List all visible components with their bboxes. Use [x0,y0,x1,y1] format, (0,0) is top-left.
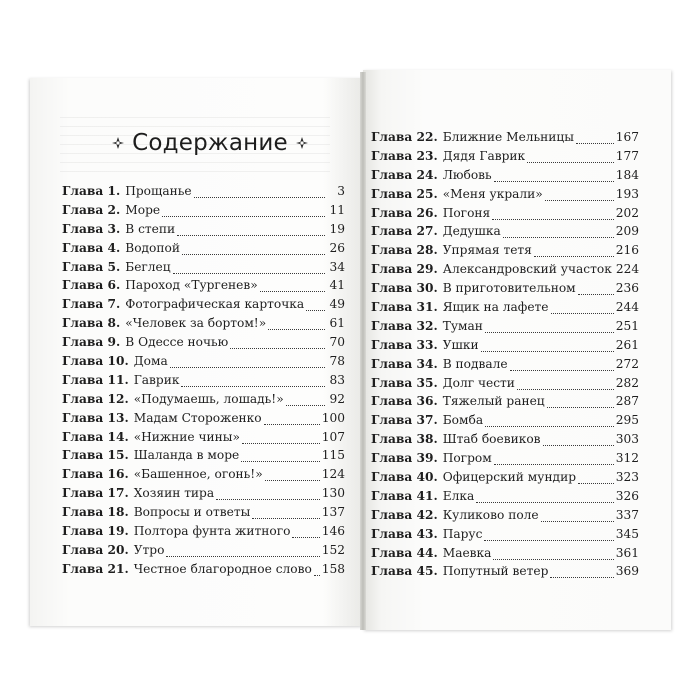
toc-entry [371,300,639,319]
dot-leader [578,483,614,484]
chapter-number: Глава 13. [62,410,129,425]
chapter-title: Туман [442,318,483,333]
chapter-title: Ушки [442,337,479,352]
toc-entry [62,524,345,543]
page-number: 83 [329,372,345,387]
page-number: 209 [615,224,639,239]
chapter-title: Упрямая тетя [442,243,532,258]
chapter-title: Честное благородное слово [133,561,312,576]
toc-entry [371,224,639,243]
page-number: 158 [321,561,345,576]
toc-entry [62,184,345,203]
chapter-title: Попутный ветер [442,564,549,579]
toc-entry [371,470,639,489]
chapter-title: Море [125,202,161,217]
dot-leader [534,256,614,257]
dot-leader [578,294,614,295]
dot-leader [252,518,319,519]
chapter-title: Тяжелый ранец [442,394,545,409]
chapter-number: Глава 12. [62,391,129,406]
chapter-number: Глава 22. [371,130,438,144]
chapter-title: Бомба [442,413,484,428]
toc-entry [62,241,345,260]
fleuron-icon [110,135,126,151]
dot-leader [485,332,614,333]
page-number: 244 [615,300,639,315]
chapter-number: Глава 44. [371,545,438,560]
page-number: 26 [329,240,345,255]
chapter-title: Александровский участок [442,262,612,277]
page-number: 251 [615,318,639,333]
chapter-number: Глава 24. [371,167,438,182]
fleuron-icon [294,135,310,151]
page-number: 70 [329,335,345,350]
page-number: 224 [615,262,640,277]
page-number: 167 [615,130,639,144]
dot-leader [230,348,325,349]
toc-right-column [371,130,639,583]
chapter-number: Глава 27. [371,224,438,239]
dot-leader [265,480,320,481]
toc-entry [62,467,345,486]
chapter-number: Глава 45. [371,564,438,579]
dot-leader [541,521,614,522]
toc-entry [371,319,639,338]
chapter-number: Глава 10. [62,354,129,369]
page-number: 49 [329,297,345,312]
dot-leader [264,424,320,425]
chapter-title: Любовь [442,167,492,182]
chapter-number: Глава 30. [371,281,438,296]
toc-entry [371,149,639,168]
page-number: 295 [615,413,639,428]
dot-leader [576,143,614,144]
toc-entry [62,354,345,373]
toc-entry [371,564,639,583]
page-title: Содержание [132,130,288,156]
chapter-title: Долг чести [442,375,515,390]
toc-entry [62,392,345,411]
page-number: 34 [329,259,345,274]
page-number: 184 [615,167,639,182]
chapter-number: Глава 40. [371,470,438,485]
toc-entry [371,432,639,451]
toc-entry [371,508,639,527]
toc-entry [371,527,639,546]
chapter-title: «Подумаешь, лошадь!» [133,391,284,406]
page-number: 236 [615,281,639,296]
book-gutter [360,72,366,630]
page-number: 177 [615,148,639,163]
toc-entry [62,278,345,297]
chapter-title: Прощанье [125,184,192,198]
toc-entry [371,394,639,413]
page-number: 216 [615,243,639,258]
chapter-title: Водопой [125,240,180,255]
dot-leader [194,197,325,198]
dot-leader [494,464,614,465]
chapter-number: Глава 32. [371,318,438,333]
chapter-title: В степи [125,221,176,236]
chapter-title: Штаб боевиков [442,432,541,447]
chapter-title: Пароход «Тургенев» [125,278,258,293]
toc-entry [371,357,639,376]
chapter-title: Куликово поле [442,507,539,522]
page-number: 312 [615,451,639,466]
toc-entry [371,376,639,395]
dot-leader [260,291,325,292]
dot-leader [510,370,614,371]
page-number: 303 [615,432,639,447]
dot-leader [543,445,614,446]
toc-entry [62,316,345,335]
dot-leader [177,235,325,236]
toc-entry [62,430,345,449]
chapter-number: Глава 43. [371,526,438,541]
dot-leader [268,329,325,330]
chapter-title: «Человек за бортом!» [125,316,267,331]
chapter-number: Глава 20. [62,542,129,557]
dot-leader [545,200,614,201]
toc-entry [62,505,345,524]
chapter-title: Шаланда в море [133,448,240,463]
toc-entry [371,168,639,187]
chapter-title: В приготовительном [442,281,576,296]
chapter-number: Глава 11. [62,372,129,387]
toc-entry [62,222,345,241]
dot-leader [547,407,614,408]
toc-entry [62,562,345,581]
toc-entry [371,413,639,432]
chapter-number: Глава 38. [371,432,438,447]
dot-leader [162,216,325,217]
chapter-title: Ящик на лафете [442,300,549,315]
page-number: 3 [337,184,345,198]
page-number: 146 [321,524,345,539]
page-number: 369 [615,564,639,579]
chapter-number: Глава 34. [371,356,438,371]
chapter-number: Глава 16. [62,467,129,482]
toc-entry [62,260,345,279]
toc-entry [62,411,345,430]
page-number: 323 [615,470,639,485]
chapter-number: Глава 35. [371,375,438,390]
dot-leader [484,540,613,541]
page-number: 361 [615,545,639,560]
chapter-number: Глава 41. [371,488,438,503]
chapter-number: Глава 26. [371,205,438,220]
page-number: 152 [321,542,345,557]
dot-leader [492,219,614,220]
chapter-number: Глава 39. [371,451,438,466]
chapter-number: Глава 29. [371,262,438,277]
chapter-title: «Меня украли» [442,186,543,201]
page-number: 202 [615,205,639,220]
chapter-number: Глава 19. [62,524,129,539]
page-number: 78 [329,354,345,369]
chapter-title: Хозяин тира [133,486,215,501]
dot-leader [241,461,319,462]
chapter-number: Глава 21. [62,561,129,576]
chapter-number: Глава 18. [62,505,129,520]
toc-entry [62,543,345,562]
toc-entry [62,373,345,392]
toc-entry [371,262,639,281]
dot-leader [181,386,325,387]
page-number: 193 [615,186,639,201]
page-number: 41 [329,278,345,293]
chapter-title: Полтора фунта житного [133,524,291,539]
chapter-title: Офицерский мундир [442,470,576,485]
page-number: 107 [321,429,345,444]
page-number: 19 [329,221,345,236]
chapter-number: Глава 25. [371,186,438,201]
toc-entry [371,130,639,149]
dot-leader [485,426,614,427]
page-number: 61 [329,316,345,331]
dot-leader [517,389,614,390]
toc-entry [371,546,639,565]
page-number: 261 [615,337,639,352]
chapter-title: Мадам Стороженко [133,410,262,425]
dot-leader [314,575,320,576]
chapter-title: Парус [442,526,483,541]
toc-entry [371,243,639,262]
chapter-number: Глава 1. [62,184,121,198]
page-number: 337 [615,507,639,522]
chapter-title: Фотографическая карточка [125,297,305,312]
toc-entry [62,297,345,316]
chapter-title: Дедушка [442,224,501,239]
chapter-title: «Нижние чины» [133,429,240,444]
chapter-title: Ближние Мельницы [442,130,574,144]
dot-leader [242,443,320,444]
chapter-number: Глава 33. [371,337,438,352]
chapter-number: Глава 31. [371,300,438,315]
chapter-title: Беглец [125,259,171,274]
dot-leader [170,367,325,368]
chapter-title: Погром [442,451,492,466]
page-number: 272 [615,356,639,371]
toc-entry [62,486,345,505]
dot-leader [493,559,613,560]
page-number: 287 [615,394,639,409]
chapter-number: Глава 37. [371,413,438,428]
dot-leader [173,273,325,274]
page-number: 326 [615,488,639,503]
chapter-number: Глава 8. [62,316,121,331]
chapter-number: Глава 36. [371,394,438,409]
page-number: 115 [321,448,345,463]
chapter-number: Глава 28. [371,243,438,258]
page-number: 282 [615,375,639,390]
chapter-number: Глава 42. [371,507,438,522]
toc-entry [62,335,345,354]
chapter-number: Глава 5. [62,259,121,274]
chapter-number: Глава 7. [62,297,121,312]
page-number: 137 [321,505,345,520]
chapter-number: Глава 6. [62,278,121,293]
dot-leader [286,405,325,406]
chapter-number: Глава 14. [62,429,129,444]
page-number: 124 [321,467,345,482]
toc-entry [371,187,639,206]
chapter-number: Глава 17. [62,486,129,501]
chapter-number: Глава 2. [62,202,121,217]
dot-leader [503,237,614,238]
chapter-title: Вопросы и ответы [133,505,251,520]
chapter-title: Гаврик [133,372,180,387]
dot-leader [182,254,325,255]
chapter-title: Елка [442,488,475,503]
chapter-title: В подвале [442,356,508,371]
page-number: 130 [321,486,345,501]
chapter-title: Маевка [442,545,492,560]
dot-leader [292,537,319,538]
chapter-title: В Одессе ночью [125,335,229,350]
dot-leader [550,577,613,578]
page-number: 345 [615,526,639,541]
toc-entry [371,451,639,470]
dot-leader [216,499,320,500]
page-number: 11 [329,202,345,217]
page-number: 92 [329,391,345,406]
chapter-title: Дядя Гаврик [442,148,526,163]
page-number: 100 [321,410,345,425]
chapter-number: Глава 9. [62,335,121,350]
chapter-title: Утро [133,542,165,557]
chapter-number: Глава 4. [62,240,121,255]
toc-entry [371,338,639,357]
toc-entry [371,281,639,300]
chapter-number: Глава 23. [371,148,438,163]
chapter-title: Дома [133,354,168,369]
toc-entry [62,203,345,222]
toc-left-column [62,184,345,581]
dot-leader [166,556,319,557]
contents-heading [100,130,320,156]
dot-leader [306,310,325,311]
toc-entry [62,448,345,467]
chapter-title: Погоня [442,205,491,220]
toc-entry [371,206,639,225]
dot-leader [527,162,614,163]
dot-leader [494,181,614,182]
chapter-number: Глава 3. [62,221,121,236]
chapter-title: «Башенное, огонь!» [133,467,263,482]
dot-leader [476,502,613,503]
dot-leader [481,351,614,352]
chapter-number: Глава 15. [62,448,129,463]
toc-entry [371,489,639,508]
dot-leader [551,313,614,314]
